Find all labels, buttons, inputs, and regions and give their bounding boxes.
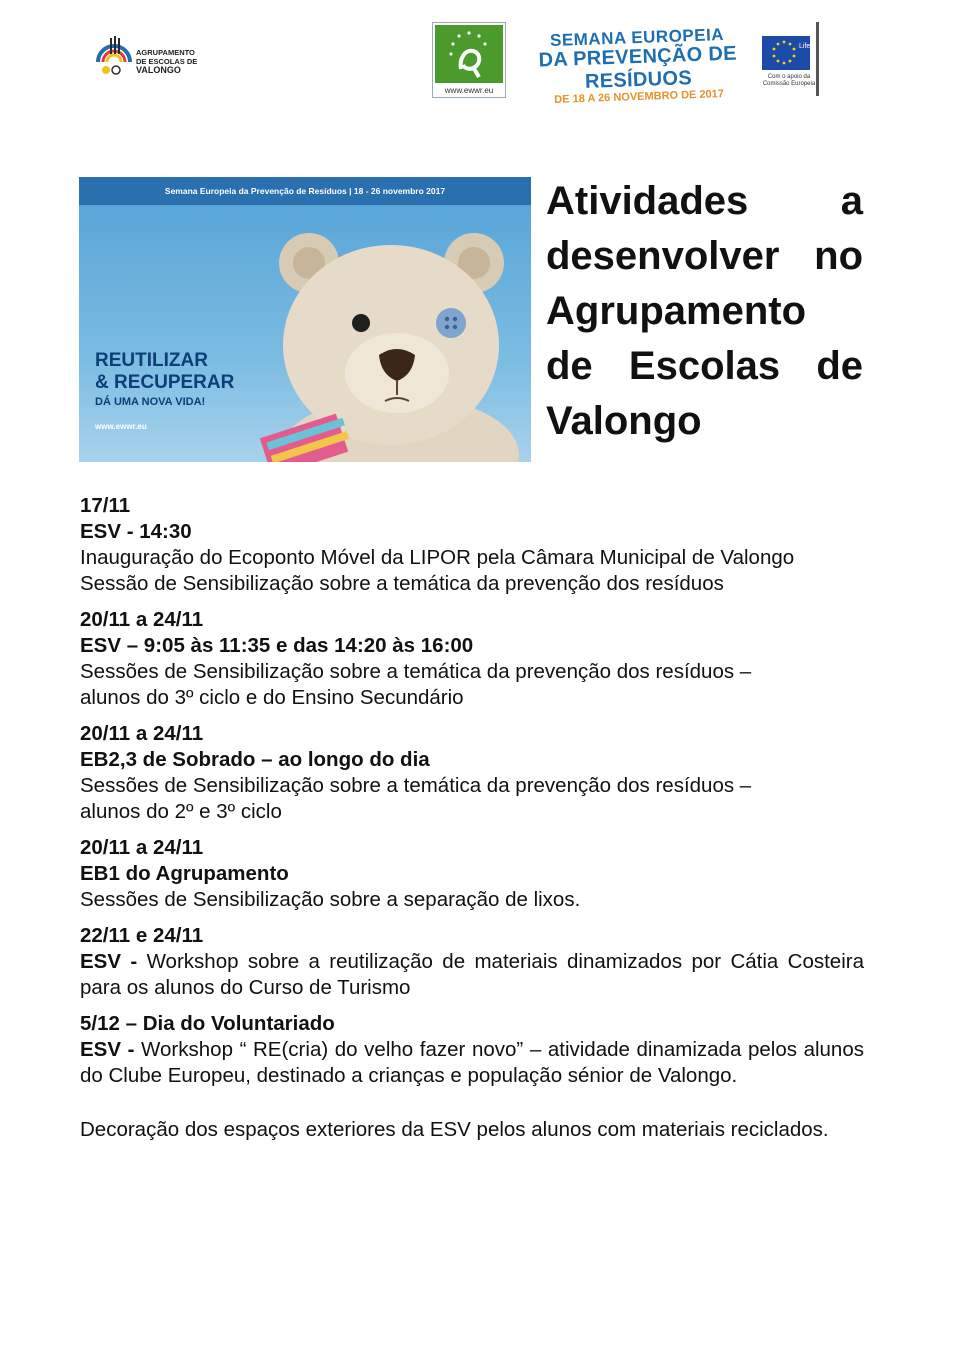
- entry-description: Sessões de Sensibilização sobre a separação de lixos.: [80, 888, 581, 911]
- page-title-line: Valongo: [546, 399, 702, 443]
- ewwr-url: www.ewwr.eu: [444, 86, 494, 95]
- semana-title-line1: SEMANA EUROPEIA: [549, 24, 725, 51]
- entry-date: 20/11 a 24/11: [80, 608, 204, 631]
- page-title-line: Agrupamento: [546, 289, 806, 333]
- eu-life-label: Life: [799, 43, 810, 50]
- entry-date: 20/11 a 24/11: [80, 722, 204, 745]
- entry-description: Sessões de Sensibilização sobre a temática da prevenção dos resíduos –: [80, 660, 752, 683]
- entry-description: Sessões de Sensibilização sobre a temática da prevenção dos resíduos –: [80, 774, 752, 797]
- entry-description: alunos do 2º e 3º ciclo: [80, 800, 282, 823]
- eu-support-text: Com o apoio da Comissão Europeia: [762, 74, 816, 87]
- agrupamento-logo-line: DE ESCOLAS DE: [136, 57, 198, 66]
- entry-place-lead: ESV -: [80, 1038, 135, 1061]
- schedule-entry: [80, 1011, 864, 1089]
- agrupamento-emblem-icon: [92, 32, 136, 76]
- entry-description-text: Workshop sobre a reutilização de materiais dinamizados por Cátia Costeira para os alunos do Curso de Turismo: [80, 950, 864, 999]
- page-title-line: Atividades a: [546, 179, 863, 223]
- ewwr-logo: [432, 22, 506, 98]
- schedule-entry: [80, 923, 864, 1001]
- schedule-entry: [80, 835, 864, 913]
- entry-date: 20/11 a 24/11: [80, 836, 204, 859]
- final-note: Decoração dos espaços exteriores da ESV pelos alunos com materiais reciclados.: [80, 1118, 829, 1141]
- semana-title-line2: DA PREVENÇÃO DE RESÍDUOS: [538, 42, 738, 93]
- poster-url: www.ewwr.eu: [95, 422, 147, 431]
- entry-date: 5/12 – Dia do Voluntariado: [80, 1012, 335, 1035]
- agrupamento-logo: [92, 30, 202, 96]
- semana-europeia-title: [517, 24, 759, 107]
- schedule-entry: [80, 607, 864, 711]
- agrupamento-logo-line: VALONGO: [136, 65, 181, 75]
- entry-description-text: Workshop “ RE(cria) do velho fazer novo” – atividade dinamizada pelos alunos do Clube Europeu, destinado a crianças e população sénior de Valongo.: [80, 1038, 864, 1087]
- entry-place-lead: ESV -: [80, 950, 138, 973]
- poster-slogan: [95, 350, 234, 431]
- agrupamento-logo-line: AGRUPAMENTO: [136, 48, 195, 57]
- poster-slogan-line1: REUTILIZAR: [95, 350, 208, 371]
- activity-schedule: [80, 493, 864, 1145]
- campaign-poster: [79, 177, 531, 462]
- poster-band-text: Semana Europeia da Prevenção de Resíduos | 18 - 26 novembro 2017: [79, 177, 531, 205]
- entry-place: ESV – 9:05 às 11:35 e das 14:20 às 16:00: [80, 634, 474, 657]
- semana-title-dates: DE 18 A 26 NOVEMBRO DE 2017: [554, 88, 725, 106]
- entry-description: Sessão de Sensibilização sobre a temática da prevenção dos resíduos: [80, 572, 724, 595]
- eu-logo: [758, 22, 820, 96]
- entry-description: Inauguração do Ecoponto Móvel da LIPOR pela Câmara Municipal de Valongo: [80, 546, 795, 569]
- entry-place: ESV - 14:30: [80, 520, 192, 543]
- page-title-line: desenvolver no: [546, 234, 863, 278]
- poster-slogan-line2: & RECUPERAR: [95, 372, 235, 393]
- schedule-entry: [80, 721, 864, 825]
- entry-date: 22/11 e 24/11: [80, 924, 204, 947]
- eu-flag-icon: [762, 36, 810, 70]
- ewwr-emblem-icon: [435, 25, 503, 83]
- page-title: [546, 174, 863, 449]
- header-divider: [816, 22, 819, 96]
- page-title-line: de Escolas de: [546, 344, 863, 388]
- entry-description: [80, 949, 864, 1001]
- poster-slogan-line3: DÁ UMA NOVA VIDA!: [95, 396, 206, 408]
- entry-date: 17/11: [80, 494, 131, 517]
- schedule-entry: [80, 493, 864, 597]
- entry-description: alunos do 3º ciclo e do Ensino Secundário: [80, 686, 464, 709]
- entry-place: EB1 do Agrupamento: [80, 862, 289, 885]
- entry-place: EB2,3 de Sobrado – ao longo do dia: [80, 748, 430, 771]
- entry-description: [80, 1037, 864, 1089]
